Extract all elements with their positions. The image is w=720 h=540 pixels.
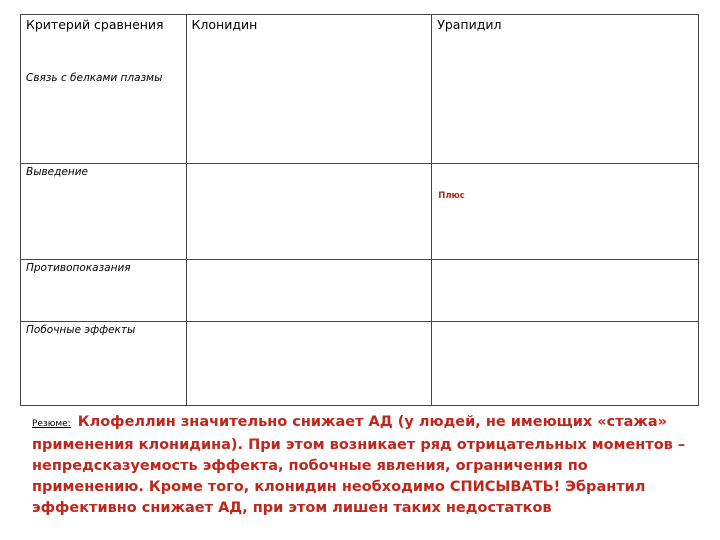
criterion-contraindications: Противопоказания	[26, 262, 131, 274]
table-row	[21, 322, 699, 406]
criterion-excretion: Выведение	[26, 166, 89, 178]
urapidil-cell	[432, 322, 699, 406]
criterion-cell	[21, 322, 187, 406]
urapidil-cell	[432, 15, 699, 164]
summary-text: Клофеллин значительно снижает АД (у людей, не имеющих «стажа» применения клонидина). При этом возникает ряд отрицательных моментов – непредсказуемость эффекта, побочные явления, ограничения по применению. Кроме того, клонидин необходимо СПИСЫВАТЬ! Эбрантил эффективно снижает АД, при этом лишен таких недостатков	[32, 414, 686, 516]
criterion-protein-binding: Связь с белками плазмы	[26, 72, 163, 84]
plus-note: Плюс	[438, 191, 465, 201]
clonidine-cell	[186, 322, 432, 406]
header-clonidine: Клонидин	[191, 17, 258, 32]
summary-label: Резюме:	[32, 419, 71, 429]
clonidine-cell	[186, 164, 432, 260]
comparison-table	[20, 14, 699, 406]
criterion-cell	[21, 164, 187, 260]
clonidine-cell	[186, 260, 432, 322]
table-row	[21, 260, 699, 322]
criterion-cell	[21, 15, 187, 164]
summary-block	[32, 412, 704, 519]
urapidil-cell	[432, 260, 699, 322]
urapidil-cell	[432, 164, 699, 260]
table-row	[21, 164, 699, 260]
criterion-side-effects: Побочные эффекты	[26, 324, 136, 336]
header-criterion: Критерий сравнения	[26, 17, 164, 32]
criterion-cell	[21, 260, 187, 322]
table-row	[21, 15, 699, 164]
clonidine-cell	[186, 15, 432, 164]
header-urapidil: Урапидил	[437, 17, 502, 32]
